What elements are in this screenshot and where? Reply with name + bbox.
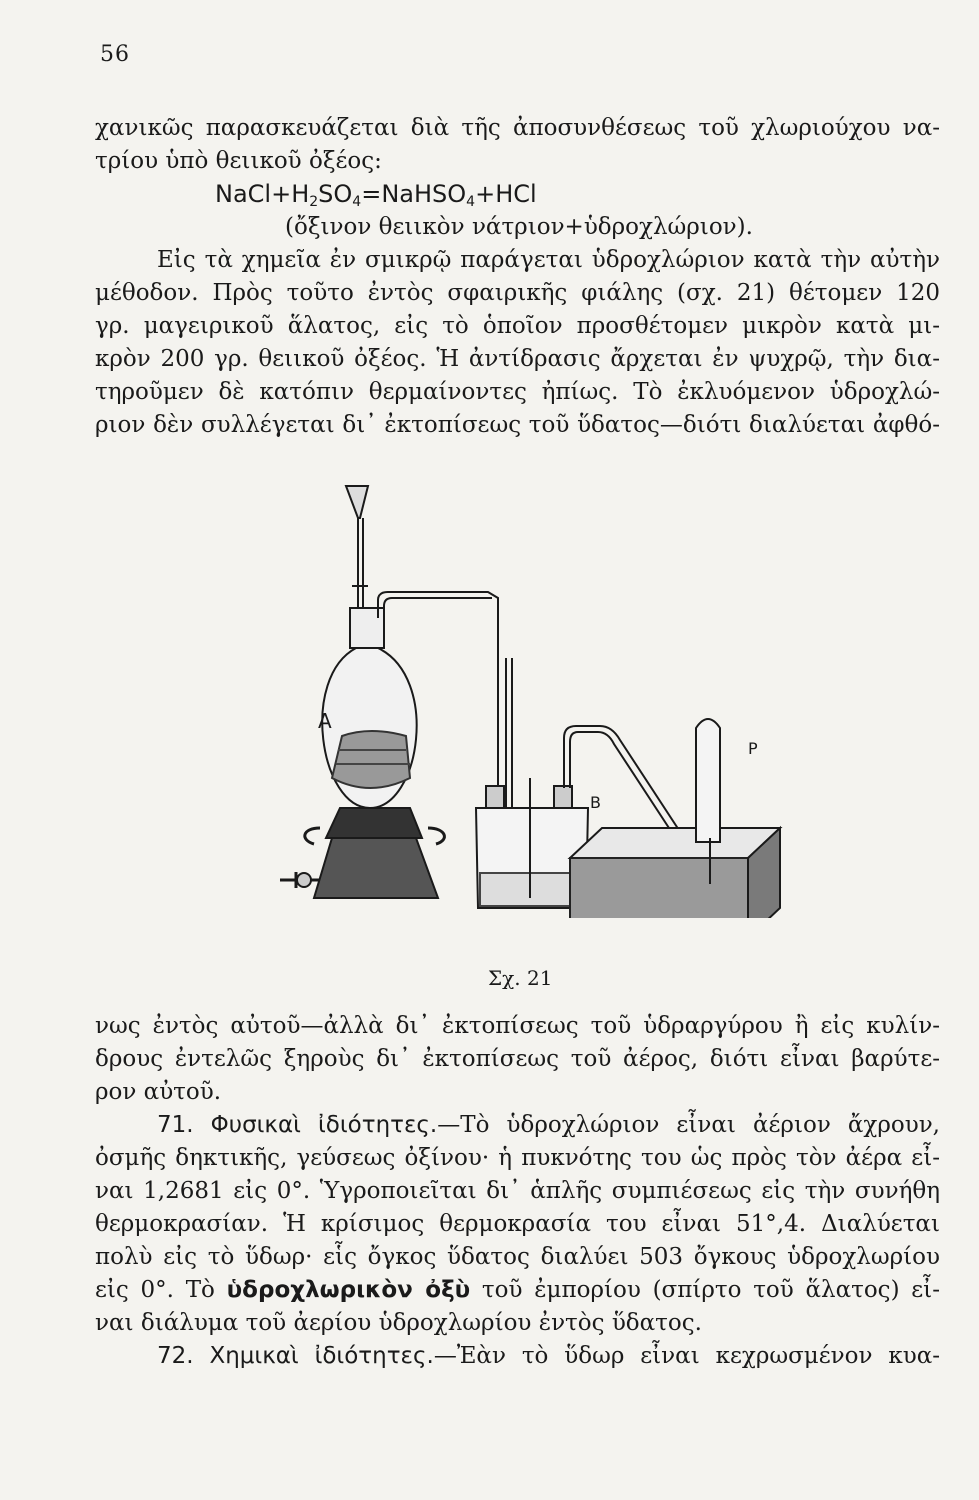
round-flask-a xyxy=(322,608,416,808)
burner-stand xyxy=(280,808,444,898)
text-line: ναι 1,2681 εἰς 0°. Ὑγροποιεῖται δι᾽ ἁπλῆς συμπιέσεως εἰς τὴν συνήθη xyxy=(95,1178,940,1204)
text-line: θερμοκρασίαν. Ἡ κρίσιμος θερμοκρασία του εἶναι 51°,4. Διαλύεται xyxy=(95,1211,940,1237)
text-line: νως ἐντὸς αὐτοῦ—ἀλλὰ δι᾽ ἐκτοπίσεως τοῦ ὑδραργύρου ἢ εἰς κυλίν- xyxy=(95,1013,940,1039)
text-line: μέθοδον. Πρὸς τοῦτο ἐντὸς σφαιρικῆς φιάλης (σχ. 21) θέτομεν 120 xyxy=(95,280,940,306)
text-line: ριον δὲν συλλέγεται δι᾽ ἐκτοπίσεως τοῦ ὕδατος—διότι διαλύεται ἀφθό- xyxy=(95,412,940,438)
text-line: χανικῶς παρασκευάζεται διὰ τῆς ἀποσυνθέσεως τοῦ χλωριούχου να- xyxy=(95,115,940,141)
text-line: γρ. μαγειρικοῦ ἅλατος, εἰς τὸ ὁποῖον προσθέτομεν μικρὸν κατὰ μι- xyxy=(95,313,940,339)
top-text-block xyxy=(95,112,940,442)
section-71-heading: 71. Φυσικαὶ ἰδιότητες. xyxy=(157,1112,438,1138)
text-line: εἰς 0°. Τὸ ὑδροχλωρικὸν ὀξὺ τοῦ ἐμπορίου (σπίρτο τοῦ ἅλατος) εἶ- xyxy=(95,1277,940,1303)
text-line: ρον αὐτοῦ. xyxy=(95,1079,222,1105)
text-line: τηροῦμεν δὲ κατόπιν θερμαίνοντες ἠπίως. Τὸ ἐκλυόμενον ὑδροχλώ- xyxy=(95,379,940,405)
page-number: 56 xyxy=(100,42,130,67)
section-71-first-line xyxy=(95,1109,940,1142)
text-line: πολὺ εἰς τὸ ὕδωρ· εἷς ὄγκος ὕδατος διαλύει 503 ὄγκους ὑδροχλωρίου xyxy=(95,1244,940,1270)
figure-caption: Σχ. 21 xyxy=(488,966,553,990)
text-line: ναι διάλυμα τοῦ ἀερίου ὑδροχλωρίου ἐντὸς ὕδατος. xyxy=(95,1310,702,1336)
text-line: δρους ἐντελῶς ξηροὺς δι᾽ ἐκτοπίσεως τοῦ ἀέρος, διότι εἶναι βαρύτε- xyxy=(95,1046,940,1072)
section-72-heading: 72. Χημικαὶ ἰδιότητες. xyxy=(157,1343,434,1369)
apparatus-figure xyxy=(260,478,820,918)
figure-label-a: A xyxy=(318,709,332,733)
text-line: τρίου ὑπὸ θειικοῦ ὀξέος: xyxy=(95,148,382,174)
section-71-text: —Τὸ ὑδροχλώριον εἶναι ἀέριον ἄχρουν, xyxy=(437,1112,940,1138)
section-72-text: —Ἐὰν τὸ ὕδωρ εἶναι κεχρωσμένον κυα- xyxy=(433,1343,941,1369)
figure-label-b: B xyxy=(590,793,601,812)
equation-note: (ὄξινον θειικὸν νάτριον+ὑδροχλώριον). xyxy=(285,214,753,240)
text-line: κρὸν 200 γρ. θειικοῦ ὀξέος. Ἡ ἀντίδρασις ἄρχεται ἐν ψυχρῷ, τὴν δια- xyxy=(95,346,940,372)
text-line: Εἰς τὰ χημεῖα ἐν σμικρῷ παράγεται ὑδροχλώριον κατὰ τὴν αὐτὴν xyxy=(157,247,940,273)
section-72-first-line xyxy=(95,1340,940,1373)
text-line: ὀσμῆς δηκτικῆς, γεύσεως ὀξίνου· ἡ πυκνότης του ὡς πρὸς τὸν ἀέρα εἶ- xyxy=(95,1145,940,1171)
chemical-equation: $NaCl+H_2SO_4=NaHSO_4+HCl$ xyxy=(215,180,537,210)
dropping-funnel xyxy=(346,486,368,608)
bottom-text-block xyxy=(95,1010,940,1373)
collecting-cylinder-p xyxy=(696,719,720,842)
figure-label-p: P xyxy=(748,739,758,758)
bold-term: ὑδροχλωρικὸν ὀξὺ xyxy=(226,1277,471,1303)
